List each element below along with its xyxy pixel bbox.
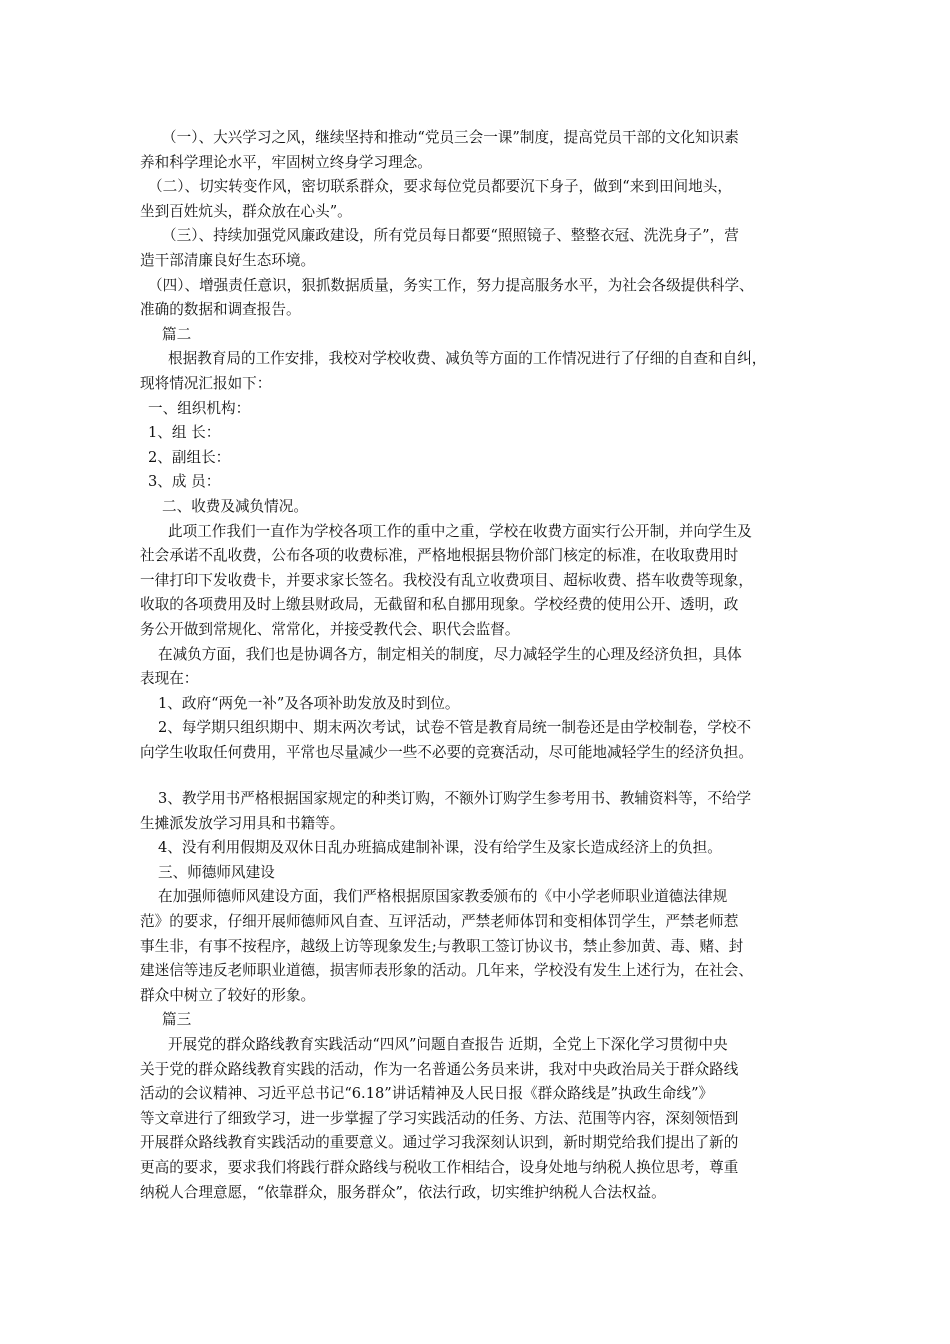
text-line: 三、师德师风建设 <box>158 863 275 881</box>
text-line: 准确的数据和调查报告。 <box>140 301 301 319</box>
text-line: 更高的要求，要求我们将践行群众路线与税收工作相结合，设身处地与纳税人换位思考，尊重 <box>140 1159 739 1176</box>
text-line: （四）、增强责任意识，狠抓数据质量，务实工作，努力提高服务水平，为社会各级提供科学、 <box>148 276 754 294</box>
text-line: 在减负方面，我们也是协调各方，制定相关的制度，尽力减轻学生的心理及经济负担，具体 <box>158 645 742 663</box>
text-line: 1、政府“两免一补”及各项补助发放及时到位。 <box>158 694 460 712</box>
text-line: 社会承诺不乱收费，公布各项的收费标准，严格地根据县物价部门核定的标准，在收取费用时 <box>140 547 739 565</box>
text-line: 2、每学期只组织期中、期末两次考试，试卷不管是教育局统一制卷还是由学校制卷，学校不 <box>158 719 752 737</box>
text-line: 等文章进行了细致学习，进一步掌握了学习实践活动的任务、方法、范围等内容，深刻领悟到 <box>140 1109 739 1127</box>
text-line: 养和科学理论水平，牢固树立终身学习理念。 <box>140 153 432 171</box>
text-line: 现将情况汇报如下： <box>140 375 272 392</box>
text-line: 纳税人合理意愿，“依靠群众，服务群众”，依法行政，切实维护纳税人合法权益。 <box>140 1183 666 1201</box>
text-line: （三）、持续加强党风廉政建设，所有党员每日都要“照照镜子、整整衣冠、洗洗身子”，营 <box>162 227 739 245</box>
text-line: 根据教育局的工作安排，我校对学校收费、减负等方面的工作情况进行了仔细的自查和自纠， <box>168 350 767 368</box>
text-line: 建迷信等违反老师职业道德，损害师表形象的活动。几年来，学校没有发生上述行为，在社会、 <box>140 962 753 980</box>
text-line: 事生非，有事不按程序，越级上访等现象发生;与教职工签订协议书，禁止参加黄、毒、赌、封 <box>140 937 744 955</box>
text-line: 群众中树立了较好的形象。 <box>140 986 316 1004</box>
text-line: 一、组织机构： <box>148 399 251 417</box>
text-line: 生摊派发放学习用具和书籍等。 <box>140 814 345 832</box>
text-line: 表现在： <box>140 670 199 688</box>
text-line: 向学生收取任何费用，平常也尽量减少一些不必要的竞赛活动，尽可能地减轻学生的经济负担。 <box>140 744 753 761</box>
text-line: 开展群众路线教育实践活动的重要意义。通过学习我深刻认识到，新时期党给我们提出了新的 <box>140 1134 739 1152</box>
text-line: 活动的会议精神、习近平总书记“6.18”讲话精神及人民日报《群众路线是”执政生命线”》 <box>140 1085 714 1103</box>
text-line: 造干部清廉良好生态环境。 <box>140 252 316 269</box>
text-line: 开展党的群众路线教育实践活动“四风”问题自查报告 近期，全党上下深化学习贯彻中央 <box>168 1036 728 1053</box>
text-line: 2、副组长： <box>148 448 231 466</box>
text-line: 二、收费及减负情况。 <box>162 498 308 515</box>
text-line: 4、没有利用假期及双休日乱办班搞成建制补课，没有给学生及家长造成经济上的负担。 <box>158 839 722 857</box>
text-line: （一）、大兴学习之风，继续坚持和推动“党员三会一课”制度，提高党员干部的文化知识素 <box>162 129 739 146</box>
text-line: 此项工作我们一直作为学校各项工作的重中之重，学校在收费方面实行公开制，并向学生及 <box>168 522 752 540</box>
text-line: 收取的各项费用及时上缴县财政局，无截留和私自挪用现象。学校经费的使用公开、透明，政 <box>140 596 739 614</box>
text-line: 篇二 <box>162 325 192 343</box>
text-line: 一律打印下发收费卡，并要求家长签名。我校没有乱立收费项目、超标收费、搭车收费等现象， <box>140 571 753 589</box>
text-line: 关于党的群众路线教育实践的活动，作为一名普通公务员来讲，我对中央政治局关于群众路线 <box>140 1060 739 1078</box>
text-line: 篇三 <box>162 1011 192 1029</box>
text-line: 范》的要求，仔细开展师德师风自查、互评活动，严禁老师体罚和变相体罚学生，严禁老师惹 <box>140 913 739 930</box>
text-line: 1、组 长： <box>148 424 221 442</box>
text-line: 在加强师德师风建设方面，我们严格根据原国家教委颁布的《中小学老师职业道德法律规 <box>158 888 728 906</box>
text-line: 务公开做到常规化、常常化，并接受教代会、职代会监督。 <box>140 621 520 638</box>
text-line: 坐到百姓炕头，群众放在心头”。 <box>140 202 352 220</box>
text-line: （二）、切实转变作风，密切联系群众，要求每位党员都要沉下身子，做到“来到田间地头， <box>148 178 732 196</box>
text-line: 3、教学用书严格根据国家规定的种类订购，不额外订购学生参考用书、教辅资料等，不给学 <box>158 790 752 807</box>
text-line: 3、成 员： <box>148 473 221 491</box>
